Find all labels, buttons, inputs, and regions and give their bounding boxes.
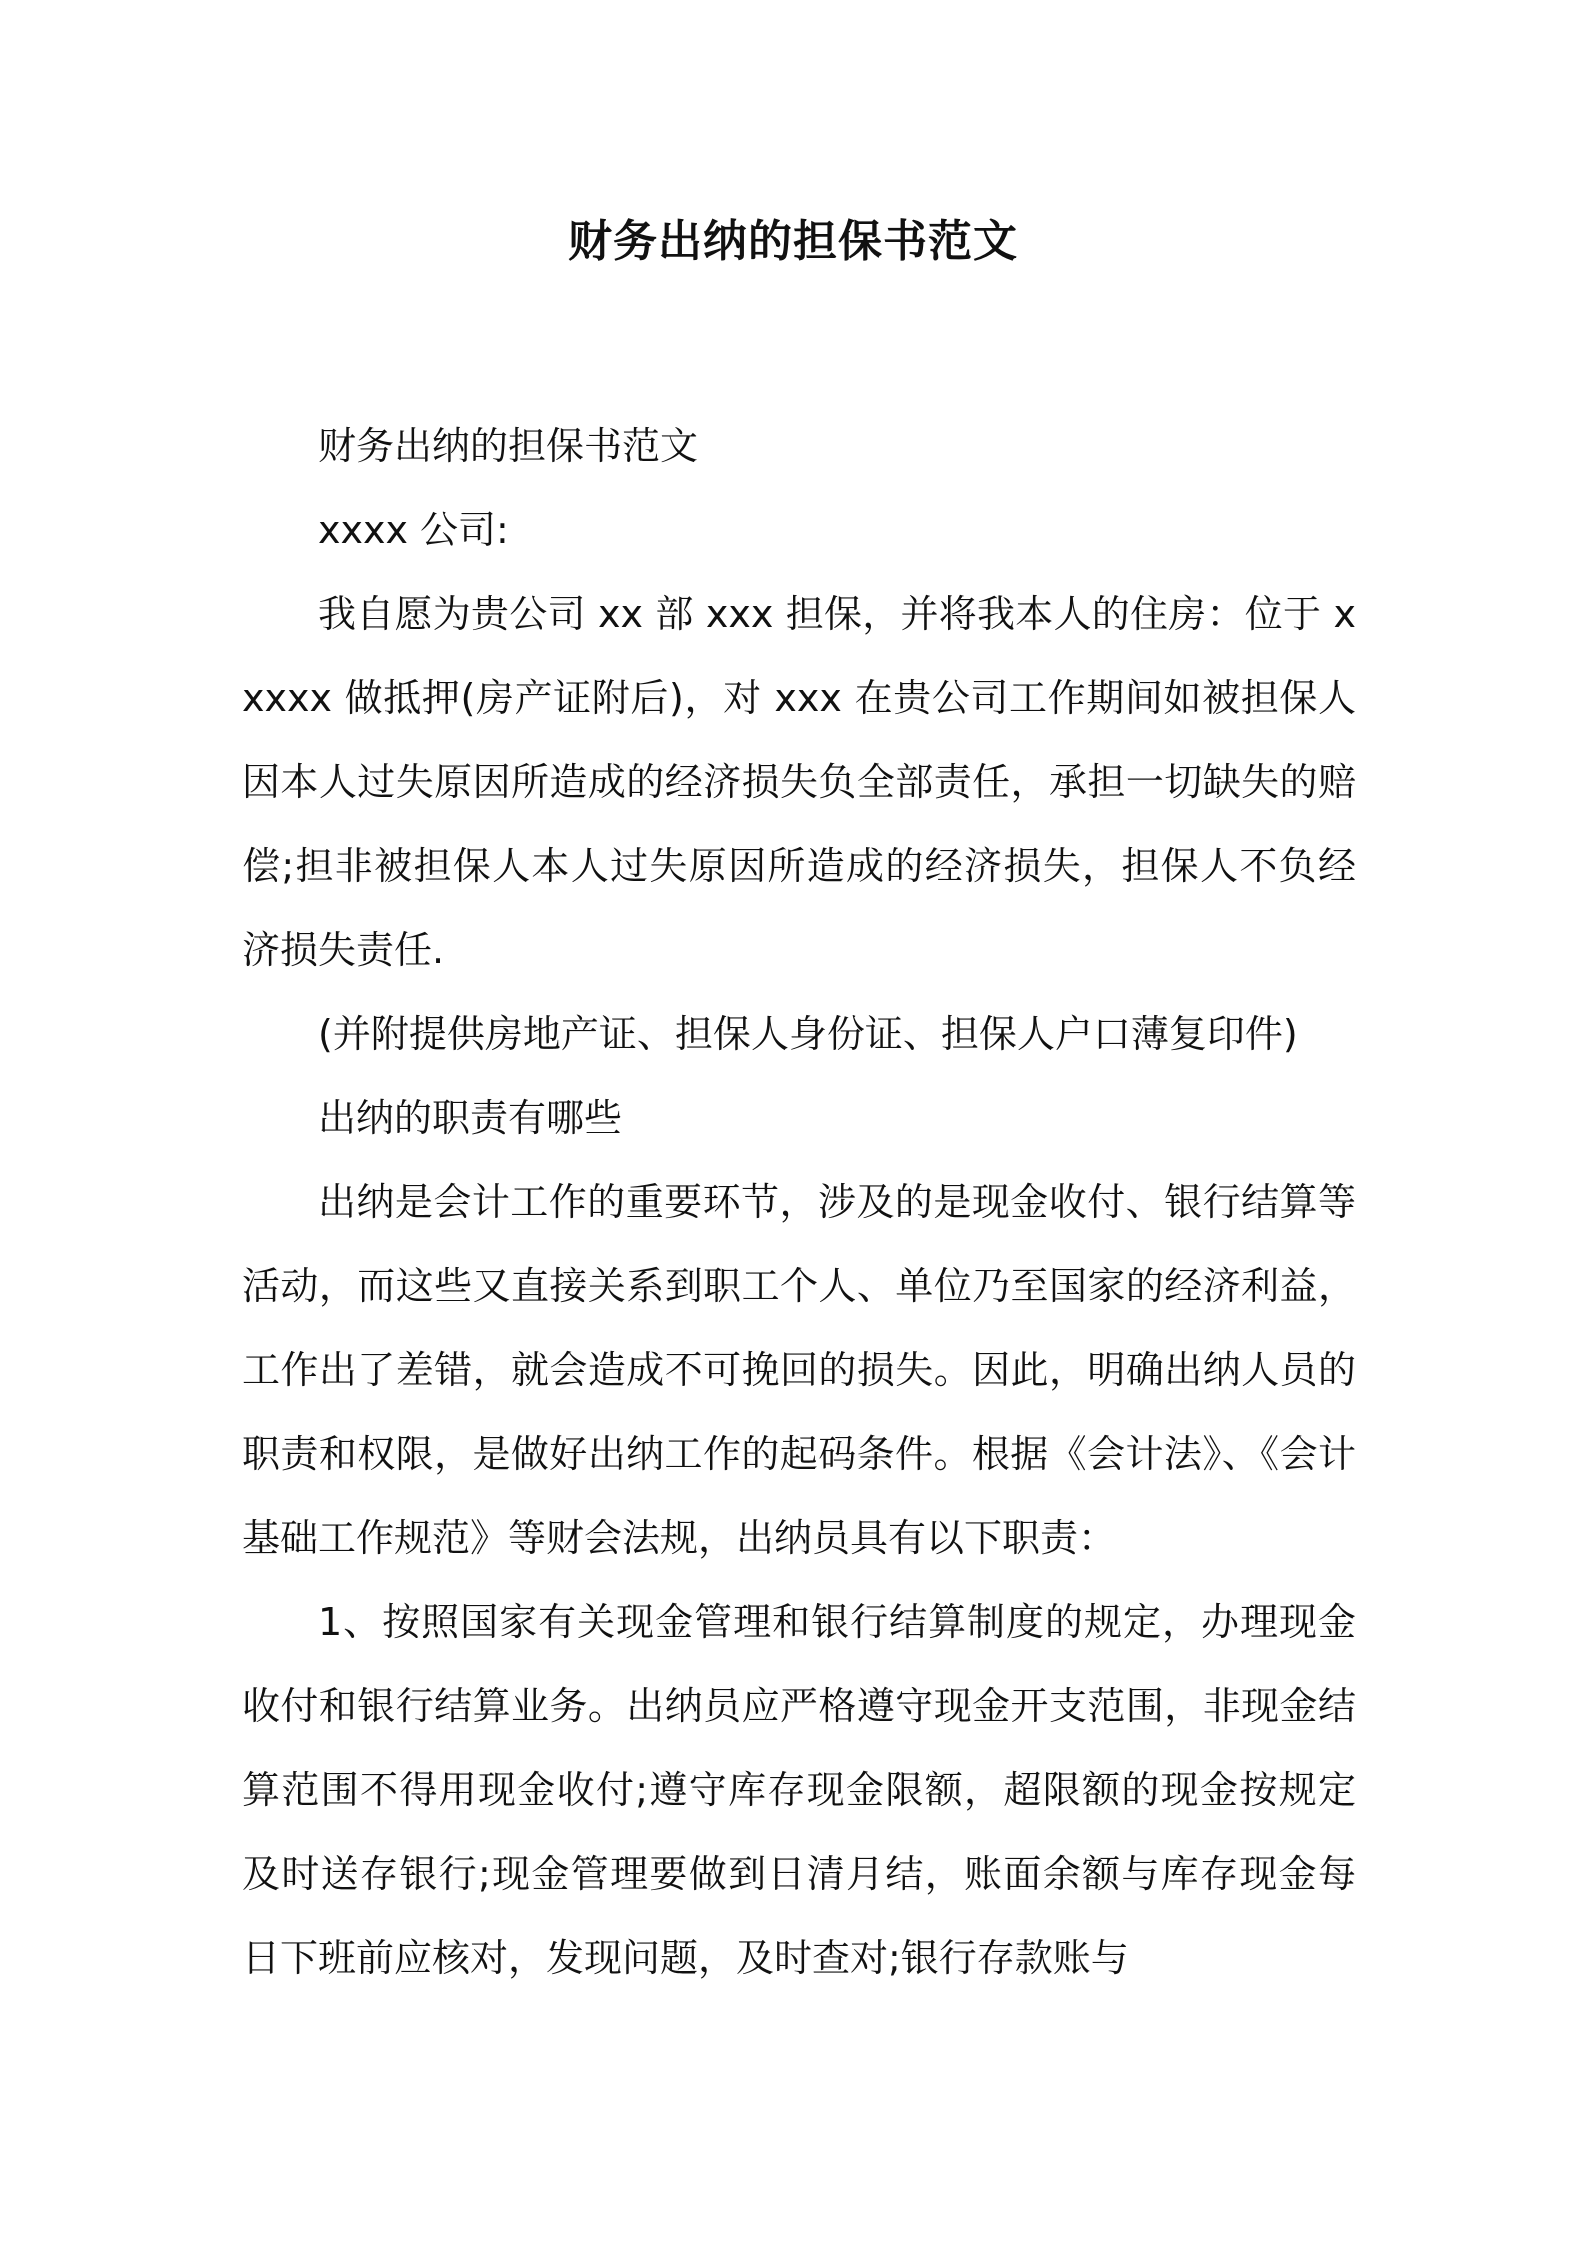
body-paragraph-addressee: xxxx 公司:	[318, 508, 509, 552]
body-paragraph-attachments: (并附提供房地产证、担保人身份证、担保人户口薄复印件)	[318, 1012, 1298, 1056]
document-body	[242, 404, 1356, 2000]
body-paragraph-duties-intro: 出纳是会计工作的重要环节，涉及的是现金收付、银行结算等活动，而这些又直接关系到职工个人、单位乃至国家的经济利益，工作出了差错，就会造成不可挽回的损失。因此，明确出纳人员的职责和权限，是做好出纳工作的起码条件。根据《会计法》、《会计基础工作规范》等财会法规，出纳员具有以下职责：	[242, 1180, 1356, 1560]
body-paragraph-guarantee: 我自愿为贵公司 xx 部 xxx 担保，并将我本人的住房：位于 xxxxx 做抵押(房产证附后)，对 xxx 在贵公司工作期间如被担保人因本人过失原因所造成的经济损失负全部责任，承担一切缺失的赔偿;担非被担保人本人过失原因所造成的经济损失，担保人不负经济损失责任.	[242, 592, 1356, 972]
document-title: 财务出纳的担保书范文	[568, 216, 1018, 267]
body-paragraph-heading: 财务出纳的担保书范文	[318, 424, 699, 468]
body-paragraph-subheading: 出纳的职责有哪些	[318, 1096, 623, 1140]
body-paragraph-duty-1: 1、按照国家有关现金管理和银行结算制度的规定，办理现金收付和银行结算业务。出纳员应严格遵守现金开支范围，非现金结算范围不得用现金收付;遵守库存现金限额，超限额的现金按规定及时送存银行;现金管理要做到日清月结，账面余额与库存现金每日下班前应核对，发现问题，及时查对;银行存款账与	[242, 1600, 1356, 1980]
